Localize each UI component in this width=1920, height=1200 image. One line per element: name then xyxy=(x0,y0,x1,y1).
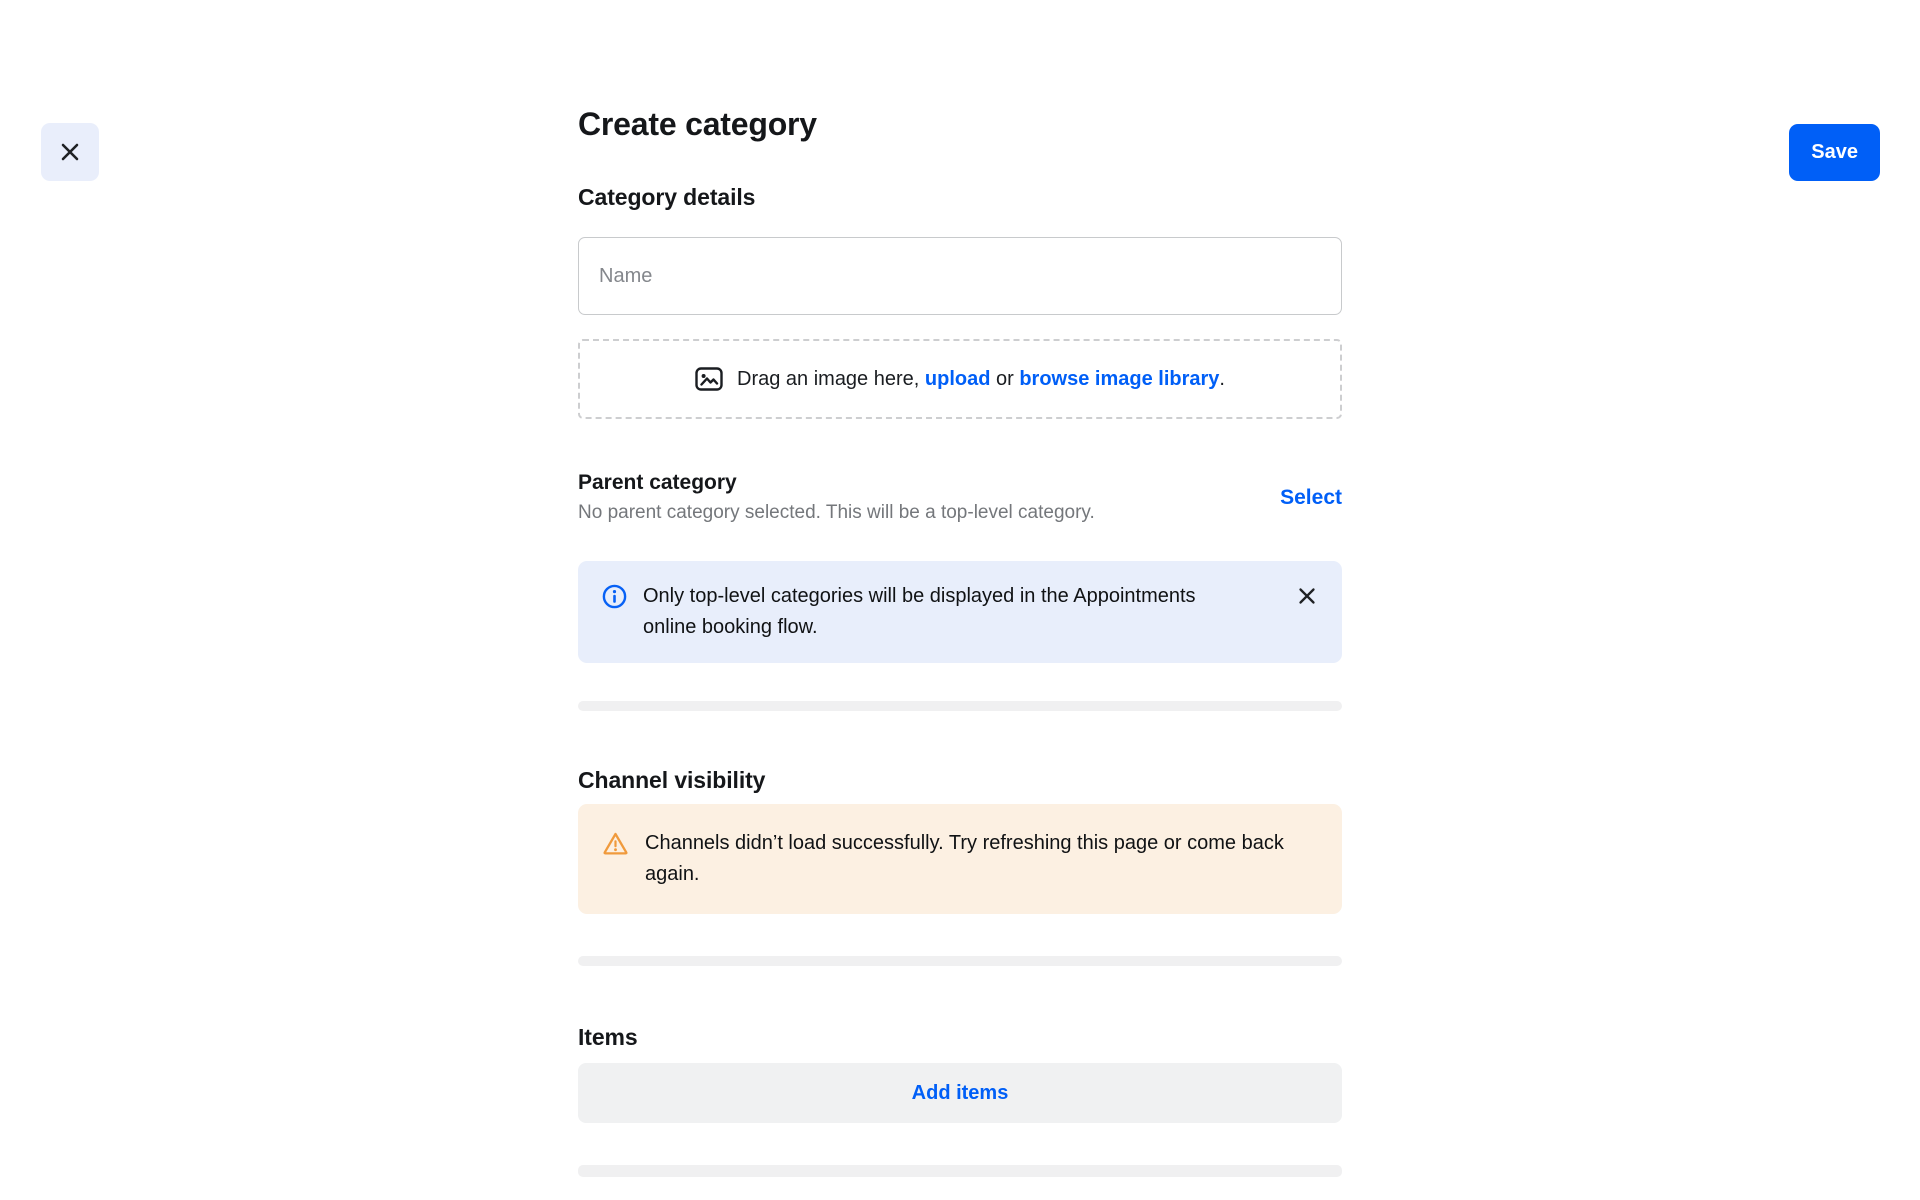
page-title: Create category xyxy=(578,106,817,142)
upload-link[interactable]: upload xyxy=(924,367,991,390)
create-category-form xyxy=(578,102,1342,1177)
create-category-screen xyxy=(0,102,1920,1200)
parent-category-info xyxy=(578,469,1095,526)
upload-instruction xyxy=(737,368,1225,391)
items-heading: Items xyxy=(578,1024,638,1050)
channel-visibility-heading: Channel visibility xyxy=(578,767,766,793)
save-button[interactable]: Save xyxy=(1789,124,1880,181)
upload-text-middle: or xyxy=(990,367,1020,390)
warning-triangle-icon xyxy=(602,831,629,856)
dismiss-info-banner-button[interactable] xyxy=(1296,585,1318,607)
upload-text-prefix: Drag an image here, xyxy=(737,367,925,390)
close-button[interactable] xyxy=(41,123,99,181)
warning-banner xyxy=(578,804,1342,914)
x-icon xyxy=(59,141,81,163)
parent-category-section xyxy=(578,469,1342,526)
upload-text-suffix: . xyxy=(1219,367,1225,390)
parent-category-heading: Parent category xyxy=(578,471,737,494)
info-banner xyxy=(578,561,1342,663)
image-icon xyxy=(695,367,723,391)
warning-banner-text: Channels didn’t load successfully. Try refreshing this page or come back again. xyxy=(645,832,1284,885)
info-icon xyxy=(602,584,627,609)
info-banner-text: Only top-level categories will be displayed in the Appointments online booking flow. xyxy=(643,585,1196,638)
select-parent-category-link[interactable]: Select xyxy=(1280,485,1342,509)
close-icon xyxy=(1297,586,1317,606)
image-dropzone[interactable] xyxy=(578,339,1342,419)
section-divider xyxy=(578,1165,1342,1177)
add-items-button[interactable]: Add items xyxy=(578,1063,1342,1123)
browse-image-library-link[interactable]: browse image library xyxy=(1019,367,1220,390)
parent-category-description: No parent category selected. This will be a top-level category. xyxy=(578,502,1095,523)
category-details-heading: Category details xyxy=(578,184,756,210)
section-divider xyxy=(578,956,1342,966)
category-name-input[interactable] xyxy=(578,237,1342,315)
section-divider xyxy=(578,701,1342,711)
